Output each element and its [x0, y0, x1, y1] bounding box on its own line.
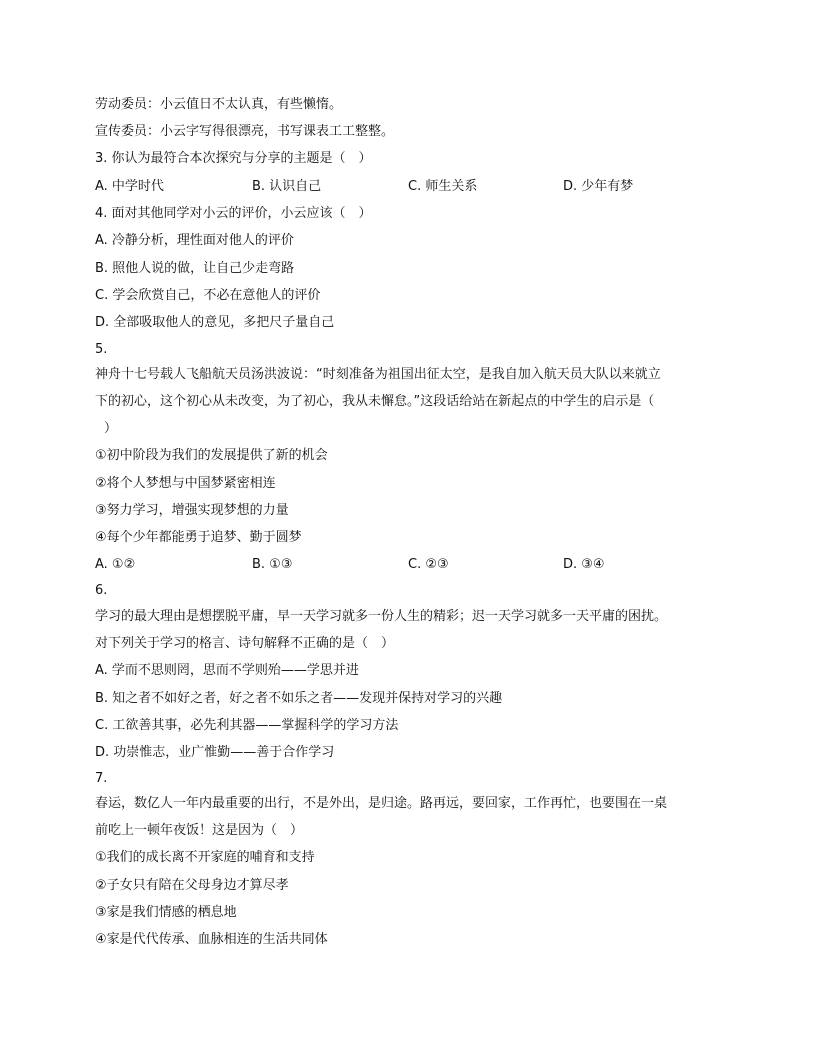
question-5-statement-4: ④每个少年都能勇于追梦、勤于圆梦 — [95, 530, 302, 545]
question-6-stem-line-2: 对下列关于学习的格言、诗句解释不正确的是（ ） — [95, 636, 395, 651]
question-5-number: 5. — [95, 342, 108, 357]
question-7-statement-4: ④家是代代传承、血脉相连的生活共同体 — [95, 932, 328, 947]
question-5-statement-3: ③努力学习，增强实现梦想的力量 — [95, 503, 289, 518]
question-6-option-b: B. 知之者不如好之者，好之者不如乐之者——发现并保持对学习的兴趣 — [95, 691, 503, 706]
question-5-stem-line-2: 下的初心，这个初心从未改变，为了初心，我从未懈怠。”这段话给站在新起点的中学生的启示是（ — [95, 394, 655, 409]
question-3-option-c: C. 师生关系 — [408, 179, 478, 194]
question-5-statement-1: ①初中阶段为我们的发展提供了新的机会 — [95, 448, 328, 463]
question-3-stem: 3. 你认为最符合本次探究与分享的主题是（ ） — [95, 151, 372, 166]
question-7-statement-1: ①我们的成长离不开家庭的哺育和支持 — [95, 850, 315, 865]
question-4-stem: 4. 面对其他同学对小云的评价，小云应该（ ） — [95, 206, 372, 221]
question-7-statement-3: ③家是我们情感的栖息地 — [95, 905, 237, 920]
question-3-option-d: D. 少年有梦 — [563, 179, 634, 194]
class-comment-publicity: 宣传委员：小云字写得很漂亮，书写课表工工整整。 — [95, 124, 395, 139]
question-5-option-d: D. ③④ — [563, 557, 605, 572]
question-5-option-a: A. ①② — [95, 557, 136, 572]
question-5-statement-2: ②将个人梦想与中国梦紧密相连 — [95, 476, 276, 491]
question-3-option-a: A. 中学时代 — [95, 179, 164, 194]
question-6-stem-line-1: 学习的最大理由是想摆脱平庸，早一天学习就多一份人生的精彩；迟一天学习就多一天平庸的困扰。 — [95, 609, 668, 624]
question-6-option-a: A. 学而不思则罔，思而不学则殆——学思并进 — [95, 663, 359, 678]
question-4-option-b: B. 照他人说的做，让自己少走弯路 — [95, 261, 295, 276]
question-7-stem-line-1: 春运，数亿人一年内最重要的出行，不是外出，是归途。路再远，要回家，工作再忙，也要围在一桌 — [95, 796, 668, 811]
question-7-number: 7. — [95, 771, 108, 786]
question-6-option-d: D. 功崇惟志，业广惟勤——善于合作学习 — [95, 745, 335, 760]
question-4-option-d: D. 全部吸取他人的意见，多把尺子量自己 — [95, 315, 335, 330]
question-7-statement-2: ②子女只有陪在父母身边才算尽孝 — [95, 878, 289, 893]
question-4-option-c: C. 学会欣赏自己，不必在意他人的评价 — [95, 288, 321, 303]
question-5-stem-line-1: 神舟十七号载人飞船航天员汤洪波说：“时刻准备为祖国出征太空，是我自加入航天员大队以来就立 — [95, 367, 661, 382]
question-5-stem-line-3: ） — [104, 421, 118, 436]
class-comment-labor: 劳动委员：小云值日不太认真，有些懒惰。 — [95, 97, 343, 112]
question-5-option-c: C. ②③ — [408, 557, 449, 572]
question-6-option-c: C. 工欲善其事，必先利其器——掌握科学的学习方法 — [95, 718, 399, 733]
question-7-stem-line-2: 前吃上一顿年夜饭！这是因为（ ） — [95, 823, 304, 838]
question-3-option-b: B. 认识自己 — [252, 179, 322, 194]
question-6-number: 6. — [95, 583, 108, 598]
question-5-option-b: B. ①③ — [252, 557, 293, 572]
question-4-option-a: A. 冷静分析，理性面对他人的评价 — [95, 233, 294, 248]
